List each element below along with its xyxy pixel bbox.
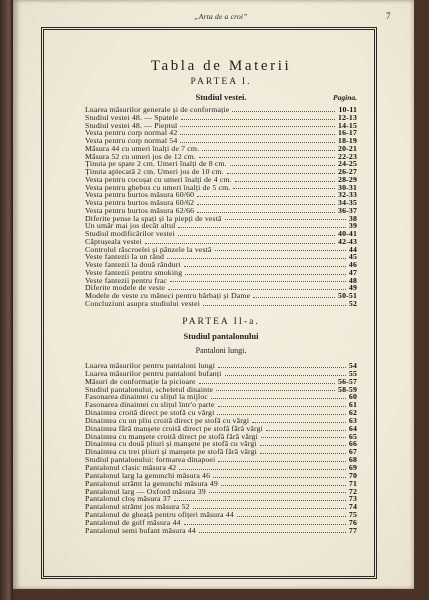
dot-leader xyxy=(180,125,335,127)
toc-entry-page-number: 71 xyxy=(348,478,357,488)
dot-leader xyxy=(181,118,335,120)
dot-leader xyxy=(203,304,346,306)
toc-entry-title: Diferite modele de veste xyxy=(85,283,166,293)
toc-entry-page-number: 44 xyxy=(348,244,357,254)
dot-leader xyxy=(199,156,335,158)
toc-entry-title: Luarea măsurilor pentru pantaloni bufanți xyxy=(85,368,222,378)
toc-entry-page-number: 32-33 xyxy=(338,190,357,200)
toc-entry-page-number: 62 xyxy=(348,408,357,418)
toc-entry-title: Pantalonul strâmt jos măsura 52 xyxy=(85,502,190,512)
toc-entry-title: Pantalonul cloș măsura 37 xyxy=(85,494,171,504)
dot-leader xyxy=(199,382,335,384)
toc-entry-title: Studiul modificărilor vestei xyxy=(85,229,175,238)
part-1-entries xyxy=(85,106,357,308)
toc-entry-title: Vesta pentru burtos măsura 62/66 xyxy=(85,205,195,215)
toc-entry-title: Veste fantezii pentru frac xyxy=(85,275,168,285)
toc-entry-title: Luarea măsurilor pentru pantaloni lungi xyxy=(85,361,216,370)
dot-leader xyxy=(197,195,335,197)
toc-entry-page-number: 34-35 xyxy=(338,198,357,207)
dot-leader xyxy=(193,507,346,509)
dot-leader xyxy=(168,288,346,290)
toc-entry-page-number: 54 xyxy=(348,361,357,370)
dot-leader xyxy=(217,413,345,415)
dot-leader xyxy=(218,405,346,407)
toc-entry-page-number: 76 xyxy=(348,517,357,527)
toc-entry-title: Dinaintea cu un pliu croită direct pe stofă cu vărgi xyxy=(85,415,250,425)
toc-entry-page-number: 20-21 xyxy=(338,143,357,153)
toc-entry-title: Luarea măsurilor generale și de conformație xyxy=(85,105,230,114)
toc-entry-title: Studiul vestei 48. — Pieptul xyxy=(85,120,178,130)
dot-leader xyxy=(218,366,346,368)
dot-leader xyxy=(237,515,346,517)
toc-entry-page-number: 46 xyxy=(348,260,357,269)
toc-entry-page-number: 10-11 xyxy=(338,105,357,114)
toc-entry-page-number: 60 xyxy=(348,392,357,402)
toc-entry-title: Pantalonul strâmt la genunchi măsura 49 xyxy=(85,478,218,488)
toc-entry-title: Măsura 52 cu umeri jos de 12 cm. xyxy=(85,151,196,161)
toc-entry-title: Pantalonul larg la genunchi măsura 46 xyxy=(85,470,211,480)
dot-leader xyxy=(145,242,335,244)
toc-entry-page-number: 66 xyxy=(348,439,357,449)
toc-entry-page-number: 52 xyxy=(348,298,357,308)
toc-entry xyxy=(85,527,357,535)
toc-entry-title: Vesta pentru burtos măsura 60/62 xyxy=(85,198,195,207)
toc-entry-page-number: 77 xyxy=(348,525,357,535)
toc-entry-page-number: 56-57 xyxy=(338,376,357,386)
toc-entry-title: Pantalonul de golf măsura 44 xyxy=(85,517,181,527)
toc-entry-title: Vesta pentru ghebos cu umeri înalți de 5 cm. xyxy=(85,182,231,192)
dot-leader xyxy=(199,531,346,533)
toc-entry-title: Vesta pentru corp normal 54 xyxy=(85,136,178,145)
toc-entry-title: Pantalonul larg — Oxford măsura 39 xyxy=(85,486,206,496)
toc-entry-title: Veste fantezii la două rânduri xyxy=(85,260,181,269)
toc-entry-page-number: 49 xyxy=(348,283,357,293)
toc-entry-page-number: 69 xyxy=(348,462,357,472)
toc-entry-title: Controlul răscroelei și pânzele la vestă xyxy=(85,244,212,254)
running-title: „Arta de a croi” xyxy=(194,12,248,21)
dot-leader xyxy=(266,429,346,431)
dot-leader xyxy=(215,249,346,251)
toc-entry-page-number: 55 xyxy=(348,368,357,378)
toc-entry-title: Măsuri de conformație la picioare xyxy=(85,376,196,386)
dot-leader xyxy=(202,149,335,151)
dot-leader xyxy=(184,265,346,267)
toc-entry-title: Pantalonul de gheață pentru ofițeri măsura 44 xyxy=(85,510,234,520)
dot-leader xyxy=(197,211,335,213)
dot-leader xyxy=(235,180,335,182)
toc-entry-page-number: 70 xyxy=(348,470,357,480)
dot-leader xyxy=(184,523,346,525)
toc-entry xyxy=(85,300,357,308)
toc-entry-title: Ținuta pe spate 2 cm. Umeri înalți de 8 cm. xyxy=(85,159,227,169)
toc-entry-title: Studiul pantalonului, scheletul dinainte xyxy=(85,384,214,394)
toc-entry-title: Concluziuni asupra studiului vestei xyxy=(85,298,201,308)
toc-entry-page-number: 58-59 xyxy=(338,384,357,394)
toc-entry-page-number: 40-41 xyxy=(338,229,357,238)
part-2-entries xyxy=(85,362,357,535)
dot-leader xyxy=(230,164,335,166)
toc-entry-title: Dinaintea cu două pliuri și manșete pe stofă cu vărgi xyxy=(85,439,257,449)
dot-leader xyxy=(218,460,346,462)
dot-leader xyxy=(252,421,346,423)
page-number: 7 xyxy=(386,11,391,21)
toc-entry-page-number: 47 xyxy=(348,267,357,277)
toc-entry-page-number: 73 xyxy=(348,494,357,504)
toc-entry-title: Studiul vestei 48. — Spatele xyxy=(85,112,179,122)
toc-entry-page-number: 45 xyxy=(348,252,357,262)
toc-entry-page-number: 67 xyxy=(348,447,357,457)
toc-entry-page-number: 48 xyxy=(348,275,357,285)
dot-leader xyxy=(211,397,346,399)
dot-leader xyxy=(170,280,346,282)
dot-leader xyxy=(260,444,346,446)
toc-entry-title: Vesta pentru corp normal 42 xyxy=(85,128,178,138)
page-column-header: Pagina. xyxy=(333,93,357,102)
dot-leader xyxy=(213,476,346,478)
dot-leader xyxy=(225,218,346,220)
toc-entry-title: Pantalonul clasic măsura 42 xyxy=(85,462,177,472)
toc-entry-title: Dinaintea fără manșete croită direct pe stofă fără vărgi xyxy=(85,423,263,433)
toc-entry-title: Fasonarea dinaintei cu slițul la mijloc xyxy=(85,392,208,402)
dot-leader xyxy=(260,452,346,454)
dot-leader xyxy=(167,257,346,259)
toc-entry-page-number: 14-15 xyxy=(338,120,357,130)
toc-entry-page-number: 63 xyxy=(348,415,357,425)
toc-entry-title: Ținuta aplecată 2 cm. Umeri jos de 10 cm. xyxy=(85,167,224,176)
part-2-subsection-title: Pantaloni lungi. xyxy=(195,346,247,355)
dot-leader xyxy=(232,110,335,112)
toc-entry-page-number: 68 xyxy=(348,455,357,465)
dot-leader xyxy=(180,141,335,143)
toc-entry-page-number: 24-25 xyxy=(338,159,357,169)
dot-leader xyxy=(185,273,346,275)
toc-entry-page-number: 36-37 xyxy=(338,205,357,215)
toc-entry-page-number: 38 xyxy=(348,213,357,223)
dot-leader xyxy=(261,436,346,438)
toc-entry-page-number: 28-29 xyxy=(338,174,357,184)
dot-leader xyxy=(225,374,346,376)
dot-leader xyxy=(253,296,335,298)
dot-leader xyxy=(180,133,335,135)
toc-entry-title: Căptușeala vestei xyxy=(85,236,142,246)
toc-entry-page-number: 65 xyxy=(348,431,357,441)
toc-entry-title: Diferite pense la spați și la piepți de vestă xyxy=(85,213,222,223)
toc-entry-title: Studiul pantalonului: formarea dinapoei xyxy=(85,455,216,465)
toc-entry-page-number: 39 xyxy=(348,221,357,231)
toc-entry-page-number: 22-23 xyxy=(338,151,357,161)
toc-entry-title: Fasonarea dinaintei cu slițul într'o parte xyxy=(85,400,215,410)
toc-entry-title: Veste fantezii la un rând xyxy=(85,252,165,262)
dot-leader xyxy=(178,226,345,228)
toc-entry-title: Vesta pentru cocoșat cu umeri înalți de 4 cm. xyxy=(85,174,232,184)
toc-entry-page-number: 30-31 xyxy=(338,182,357,192)
toc-entry-page-number: 75 xyxy=(348,510,357,520)
dot-leader xyxy=(221,484,346,486)
dot-leader xyxy=(233,187,335,189)
dot-leader xyxy=(216,389,335,391)
dot-leader xyxy=(174,499,346,501)
dot-leader xyxy=(179,468,346,470)
toc-entry-title: Veste fantezii pentru smoking xyxy=(85,267,183,277)
toc-entry-page-number: 64 xyxy=(348,423,357,433)
part-2-label: PARTEA II-a. xyxy=(182,317,260,327)
toc-entry-page-number: 50-51 xyxy=(338,291,357,300)
toc-entry-title: Modele de veste cu mâneci pentru bărbați și Dame xyxy=(85,291,251,300)
document-title: Tabla de Materii xyxy=(150,58,292,74)
part-1-section-title: Studiul vestei. xyxy=(195,92,247,102)
toc-entry-title: Dinaintea cu manșete croită direct pe stofă fără vărgi xyxy=(85,431,258,441)
dot-leader xyxy=(197,203,335,205)
toc-entry-title: Măsura 44 cu umeri înalți de 7 cm. xyxy=(85,143,200,153)
toc-entry-page-number: 16-17 xyxy=(338,128,357,138)
toc-entry-title: Dinaintea croită direct pe stofă cu vărgi xyxy=(85,408,215,418)
toc-entry-page-number: 61 xyxy=(348,400,357,410)
toc-entry-page-number: 12-13 xyxy=(338,112,357,122)
toc-entry-title: Dinaintea cu trei pliuri și manșete pe stofă fără vărgi xyxy=(85,447,257,457)
toc-entry-page-number: 18-19 xyxy=(338,136,357,145)
part-1-label: PARTEA I. xyxy=(190,77,252,87)
toc-entry-title: Un umăr mai jos decât altul xyxy=(85,221,176,231)
toc-entry-page-number: 42-43 xyxy=(338,236,357,246)
dot-leader xyxy=(209,491,346,493)
book-binding-spine xyxy=(0,0,13,600)
toc-entry-page-number: 26-27 xyxy=(338,167,357,176)
toc-entry-page-number: 72 xyxy=(348,486,357,496)
part-2-section-title: Studiul pantalonului xyxy=(183,331,259,341)
toc-entry-title: Pantalonul semi bufant măsura 44 xyxy=(85,525,196,535)
toc-entry-title: Vesta pentru burtos măsura 60/60 xyxy=(85,190,195,200)
toc-entry-page-number: 74 xyxy=(348,502,357,512)
dot-leader xyxy=(227,172,335,174)
dot-leader xyxy=(178,234,335,236)
